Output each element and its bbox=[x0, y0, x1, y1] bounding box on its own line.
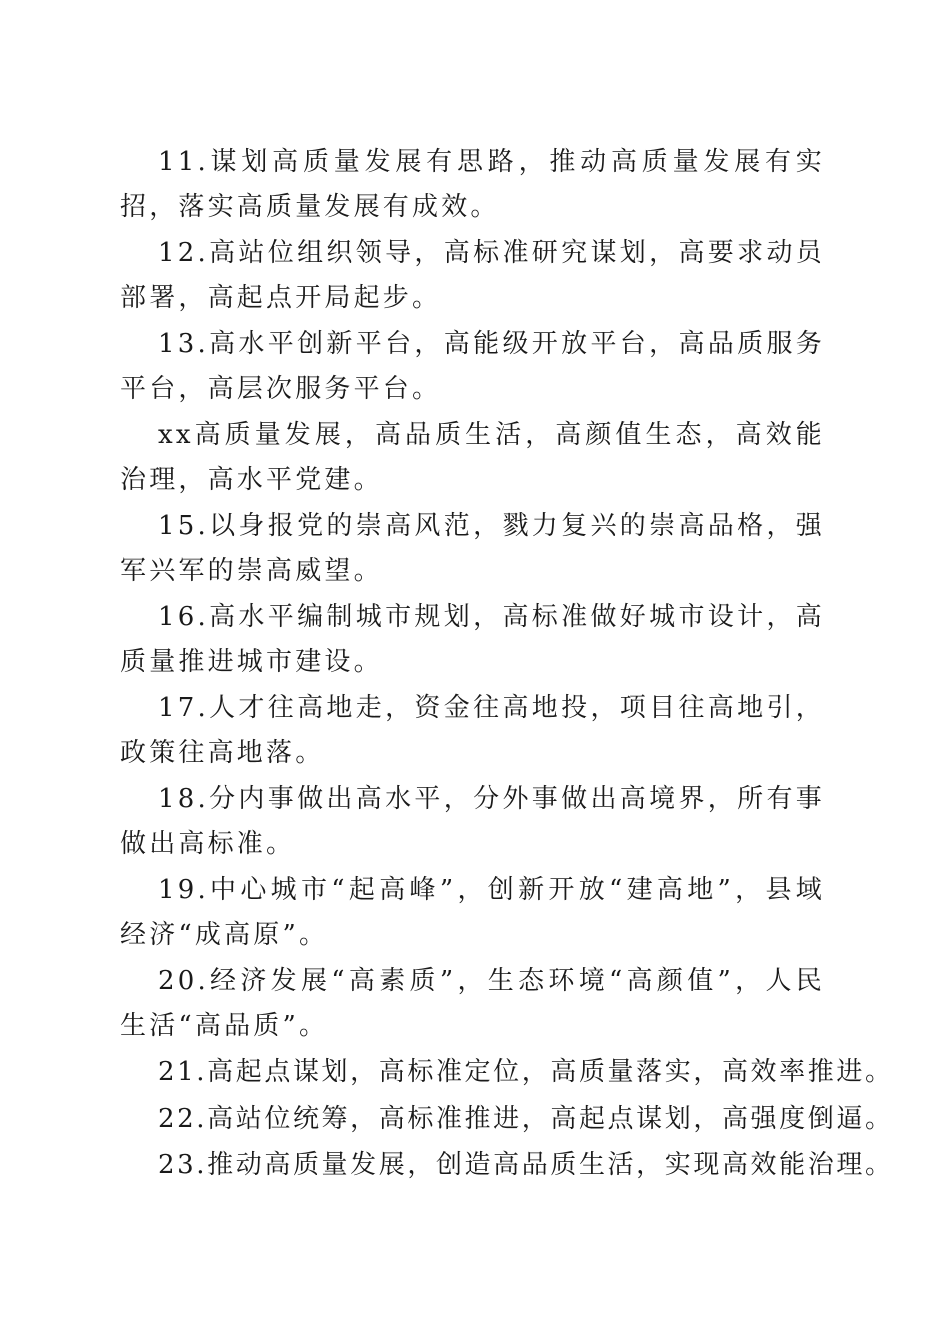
paragraph-13: 13.高水平创新平台，高能级开放平台，高品质服务平台，高层次服务平台。 bbox=[120, 329, 825, 404]
paragraph-15: 15.以身报党的崇高风范，戮力复兴的崇高品格，强军兴军的崇高威望。 bbox=[120, 511, 825, 586]
paragraph-18: 18.分内事做出高水平，分外事做出高境界，所有事做出高标准。 bbox=[120, 784, 825, 859]
paragraph-22: 22.高站位统筹，高标准推进，高起点谋划，高强度倒逼。 bbox=[158, 1103, 894, 1134]
paragraph-11: 11.谋划高质量发展有思路，推动高质量发展有实招，落实高质量发展有成效。 bbox=[120, 147, 825, 222]
document-body bbox=[120, 140, 894, 1190]
paragraph-12: 12.高站位组织领导，高标准研究谋划，高要求动员部署，高起点开局起步。 bbox=[120, 238, 825, 313]
paragraph-20: 20.经济发展“高素质”，生态环境“高颜值”，人民生活“高品质”。 bbox=[120, 966, 825, 1041]
paragraph-17: 17.人才往高地走，资金往高地投，项目往高地引，政策往高地落。 bbox=[120, 693, 825, 768]
paragraph-16: 16.高水平编制城市规划，高标准做好城市设计，高质量推进城市建设。 bbox=[120, 602, 825, 677]
paragraph-21: 21.高起点谋划，高标准定位，高质量落实，高效率推进。 bbox=[158, 1057, 894, 1087]
paragraph-23: 23.推动高质量发展，创造高品质生活，实现高效能治理。 bbox=[158, 1150, 894, 1180]
paragraph-19: 19.中心城市“起高峰”，创新开放“建高地”，县域经济“成高原”。 bbox=[120, 875, 825, 950]
paragraph-xx: xx高质量发展，高品质生活，高颜值生态，高效能治理，高水平党建。 bbox=[120, 420, 825, 495]
